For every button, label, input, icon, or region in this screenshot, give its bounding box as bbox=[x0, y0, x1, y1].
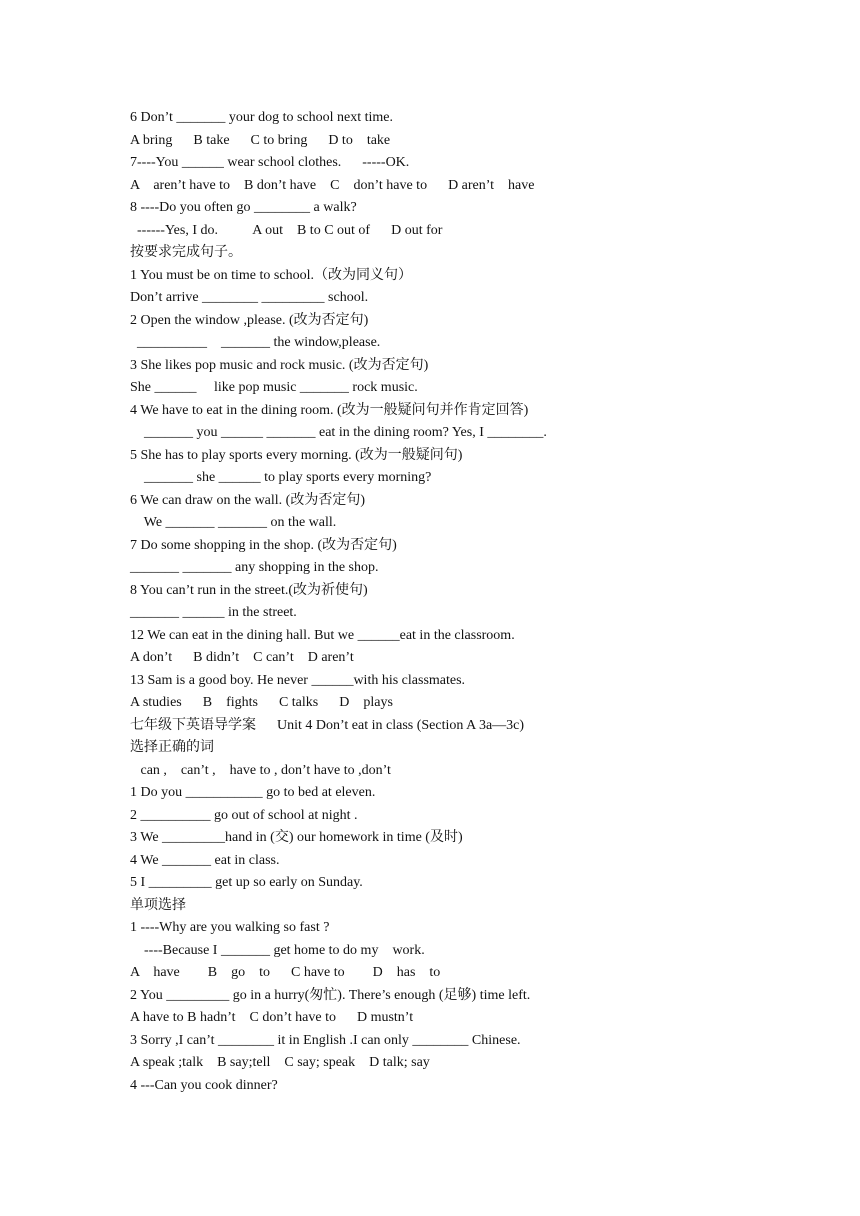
text-line: 3 She likes pop music and rock music. (改为否定句) bbox=[130, 357, 429, 373]
text-line: 6 We can draw on the wall. (改为否定句) bbox=[130, 492, 365, 508]
text-line: 1 Do you ___________ go to bed at eleven. bbox=[130, 785, 376, 800]
text-line: A bring B take C to bring D to take bbox=[130, 132, 391, 148]
text-line: 1 You must be on time to school.（改为同义句） bbox=[130, 267, 412, 283]
word-bank: can , can’t , have to , don’t have to ,don’t bbox=[130, 762, 391, 778]
text-line: _______ you ______ _______ eat in the dining room? Yes, I ________. bbox=[130, 425, 547, 440]
text-line: 13 Sam is a good boy. He never ______with his classmates. bbox=[130, 672, 466, 688]
text-line: We _______ _______ on the wall. bbox=[130, 515, 337, 530]
text-line: 3 Sorry ,I can’t ________ it in English .I can only ________ Chinese. bbox=[130, 1032, 521, 1048]
text-line: 8 ----Do you often go ________ a walk? bbox=[130, 200, 357, 215]
text-line: 8 You can’t run in the street.(改为祈使句) bbox=[130, 582, 368, 598]
text-line: _______ ______ in the street. bbox=[130, 605, 297, 620]
text-line: ------Yes, I do. A out B to C out of D out for bbox=[130, 222, 443, 238]
text-line: 3 We _________hand in (交) our homework in time (及时) bbox=[130, 830, 463, 845]
text-line: 5 I _________ get up so early on Sunday. bbox=[130, 875, 363, 890]
text-line: A have to B hadn’t C don’t have to D mustn’t bbox=[130, 1010, 414, 1025]
text-line: 6 Don’t _______ your dog to school next time. bbox=[130, 110, 393, 125]
section-heading: 单项选择 bbox=[130, 897, 186, 913]
text-line: A have B go to C have to D has to bbox=[130, 965, 441, 980]
text-line: A studies B fights C talks D plays bbox=[130, 695, 393, 710]
text-line: 4 We _______ eat in class. bbox=[130, 852, 280, 868]
text-line: A don’t B didn’t C can’t D aren’t bbox=[130, 650, 354, 665]
text-line: 2 You _________ go in a hurry(匆忙). There’s enough (足够) time left. bbox=[130, 987, 531, 1003]
text-line: _______ _______ any shopping in the shop. bbox=[130, 560, 379, 575]
text-line: ----Because I _______ get home to do my work. bbox=[130, 942, 425, 958]
text-line: _______ she ______ to play sports every morning? bbox=[130, 470, 432, 485]
worksheet-text bbox=[130, 107, 790, 1097]
text-line: 5 She has to play sports every morning. (改为一般疑问句) bbox=[130, 447, 463, 463]
section-heading: 选择正确的词 bbox=[130, 740, 214, 755]
text-line: 4 ---Can you cook dinner? bbox=[130, 1077, 278, 1093]
text-line: 1 ----Why are you walking so fast ? bbox=[130, 920, 330, 935]
text-line: 12 We can eat in the dining hall. But we ______eat in the classroom. bbox=[130, 627, 515, 643]
text-line: 2 Open the window ,please. (改为否定句) bbox=[130, 312, 369, 328]
text-line: 2 __________ go out of school at night . bbox=[130, 807, 358, 823]
text-line: Don’t arrive ________ _________ school. bbox=[130, 290, 369, 305]
text-line: She ______ like pop music _______ rock music. bbox=[130, 380, 418, 395]
unit-title: 七年级下英语导学案 Unit 4 Don’t eat in class (Section A 3a—3c) bbox=[130, 717, 525, 733]
text-line: __________ _______ the window,please. bbox=[130, 335, 381, 350]
text-line: 4 We have to eat in the dining room. (改为一般疑问句并作肯定回答) bbox=[130, 402, 529, 418]
section-heading: 按要求完成句子。 bbox=[130, 245, 242, 260]
text-line: 7 Do some shopping in the shop. (改为否定句) bbox=[130, 537, 397, 553]
text-line: A aren’t have to B don’t have C don’t have to D aren’t have bbox=[130, 177, 535, 193]
text-line: A speak ;talk B say;tell C say; speak D talk; say bbox=[130, 1055, 430, 1070]
text-line: 7----You ______ wear school clothes. -----OK. bbox=[130, 155, 410, 170]
